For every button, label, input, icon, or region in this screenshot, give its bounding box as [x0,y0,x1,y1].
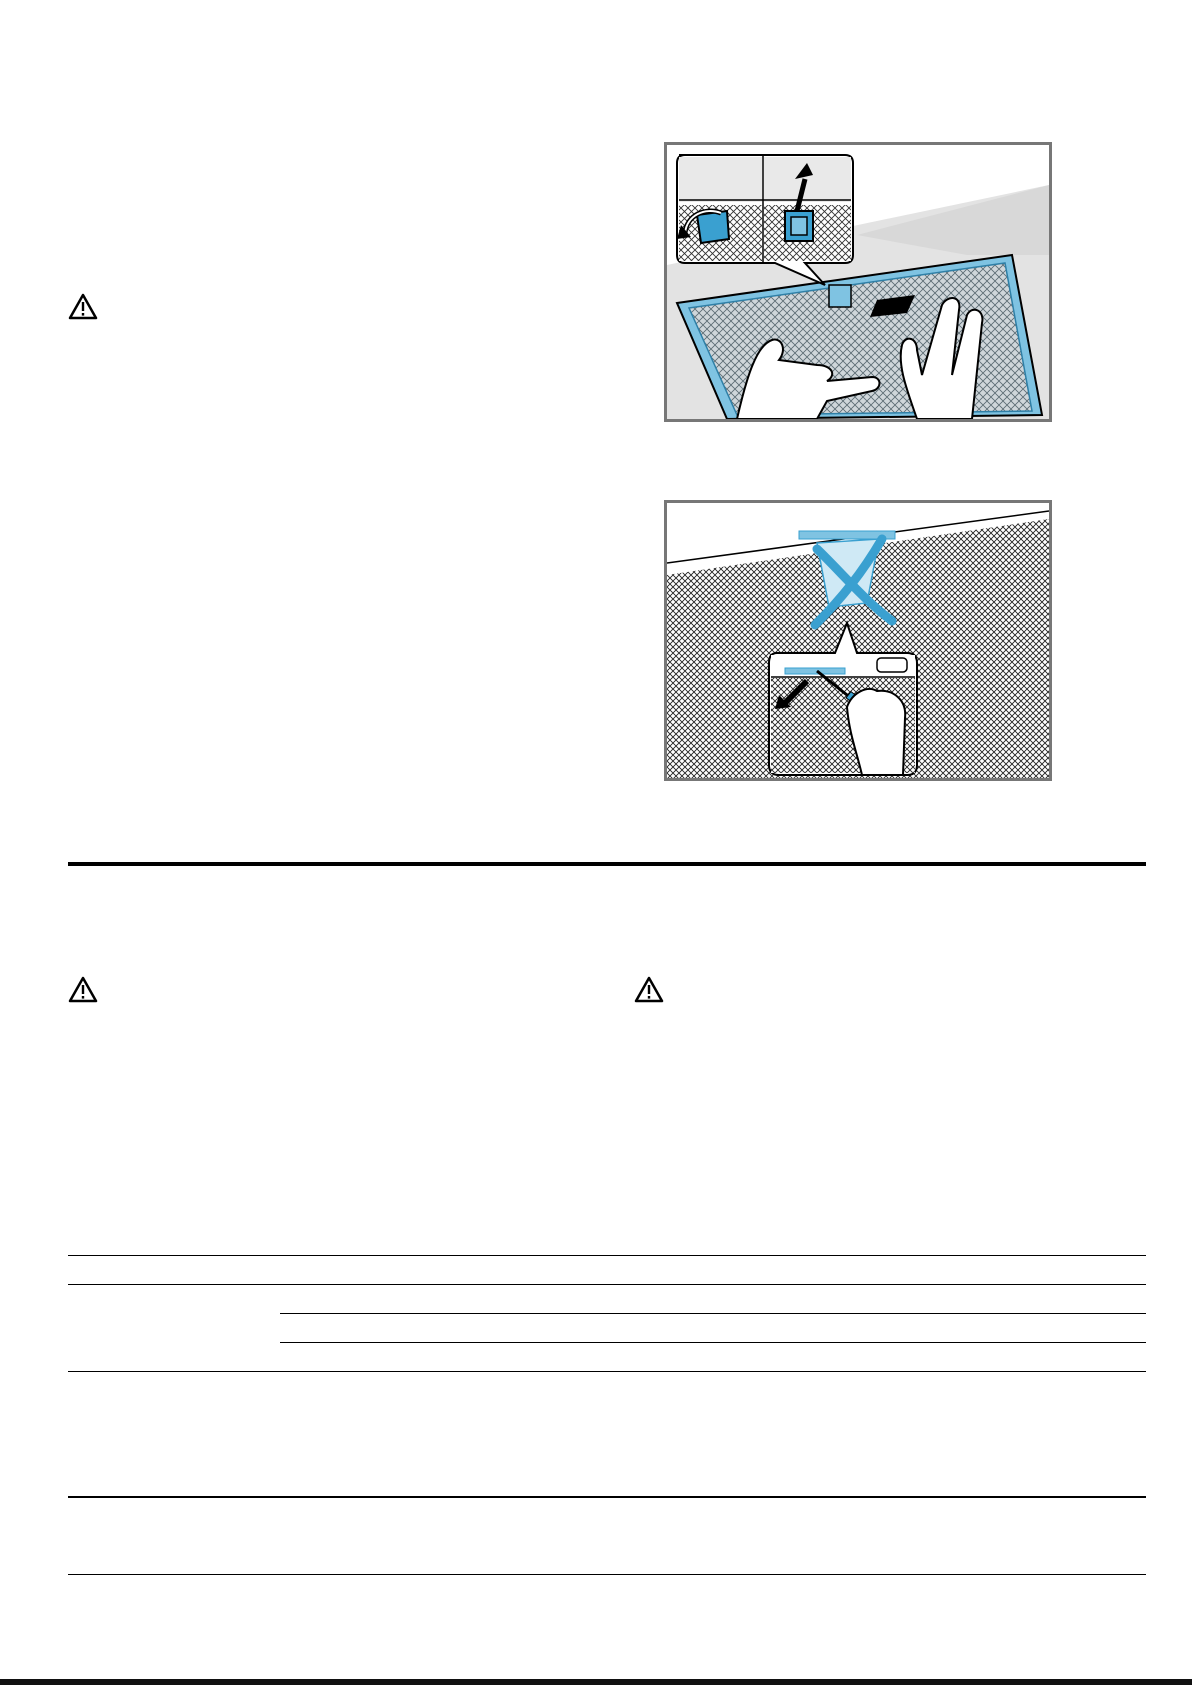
page-bottom-edge [0,1679,1192,1685]
warning-triangle-icon [68,976,98,1003]
filter-unlock-illustration [664,500,1052,781]
section-divider [68,862,1146,866]
table-rule [68,1371,1146,1372]
filter-removal-illustration [664,142,1052,422]
table-rule [68,1574,1146,1575]
table-rule [68,1255,1146,1256]
table-rule [68,1284,1146,1285]
table-rule [280,1313,1146,1314]
table-rule [68,1496,1146,1498]
warning-triangle-icon [68,293,98,320]
warning-triangle-icon [634,976,664,1003]
table-rule [280,1342,1146,1343]
